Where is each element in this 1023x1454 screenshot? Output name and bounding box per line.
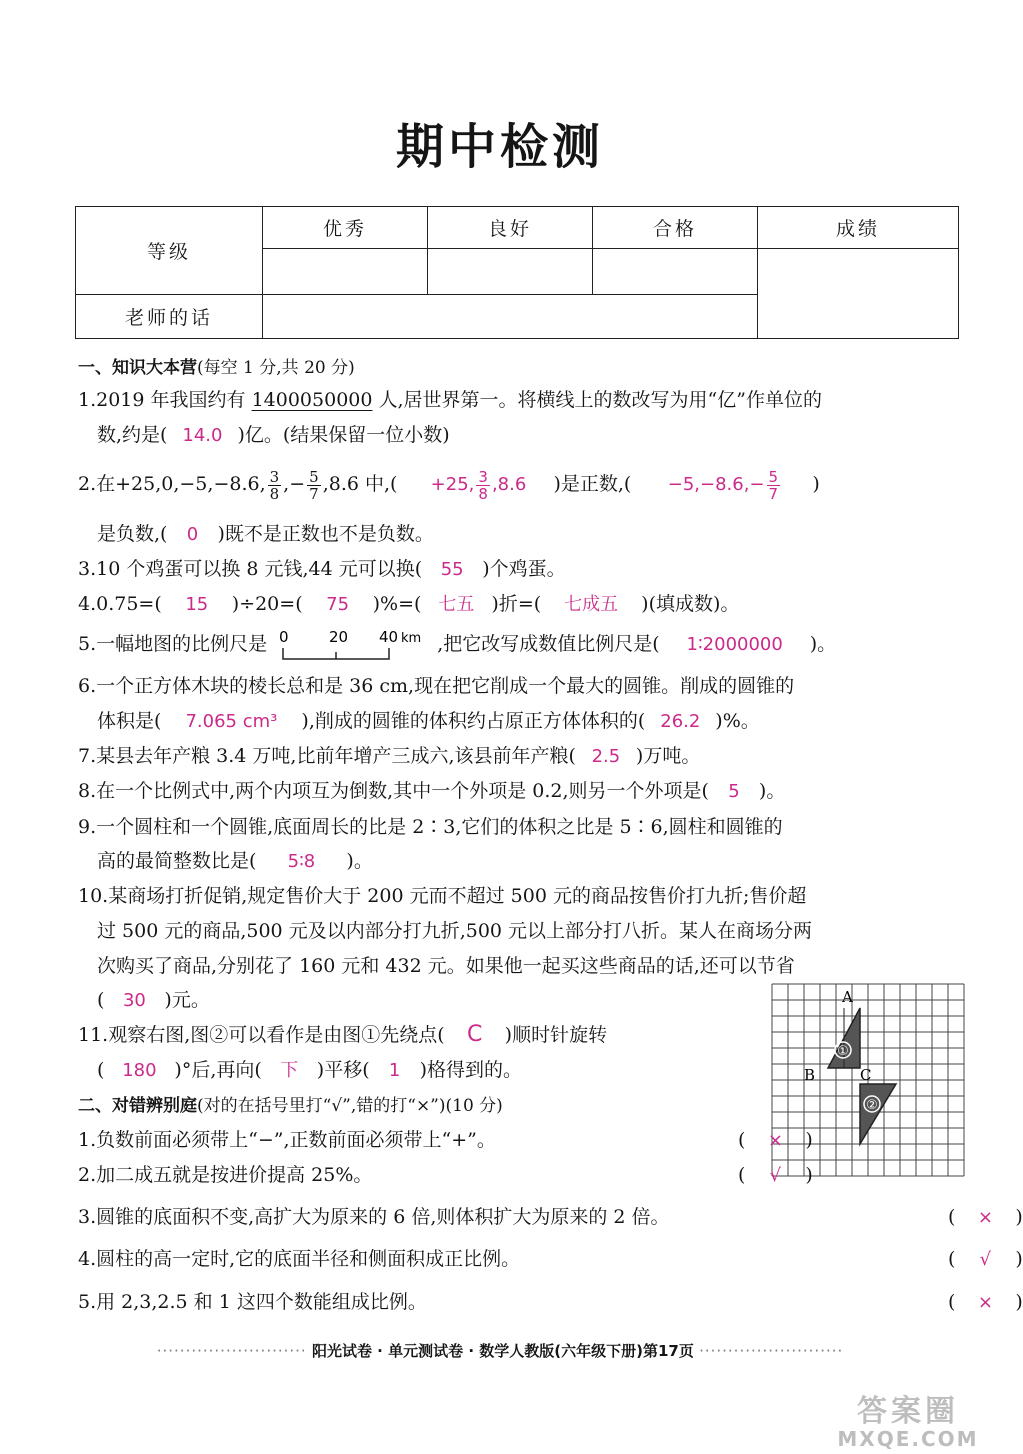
question-10-line3: 次购买了商品,分别花了 160 元和 432 元。如果他一起买这些商品的话,还可以节省 (97, 955, 795, 977)
judge-item-4: 4.圆柱的高一定时,它的底面半径和侧面积成正比例。 ( √ ) (78, 1241, 960, 1277)
question-2-line1: 2.在+25,0,−5,−8.6, $\frac{3}{8}$ ,− $\frac{5}{7}$ ,8.6 中,( +25, $\frac{3}{8}$ ,8.6 )是正数,( −5,−8.6,− $\frac{5}{7}$ ) (78, 467, 820, 503)
shape-1-label: ① (837, 1044, 849, 1059)
judge-item-1: 1.负数前面必须带上“−”,正数前面必须带上“+”。 ( × ) (78, 1122, 740, 1158)
answer-7: 2.5 (591, 746, 621, 767)
score-label: 成绩 (758, 207, 959, 249)
question-11-line2: ( 180 )°后,再向( 下 )平移( 1 )格得到的。 (97, 1052, 750, 1088)
answer-4b: 75 (326, 594, 350, 615)
section2-heading: 二、对错辨别庭(对的在括号里打“√”,错的打“×”)(10 分) (78, 1096, 503, 1116)
answer-2-negative: −5,−8.6,− $\frac{5}{7}$ (667, 467, 779, 503)
grade-pass: 合格 (593, 207, 758, 249)
answer-11d: 1 (388, 1060, 401, 1081)
scale-unit: km (401, 631, 422, 646)
judge-answer-3: ( × ) (948, 1206, 1023, 1228)
grade-good: 良好 (428, 207, 593, 249)
point-c-label: C (860, 1066, 872, 1084)
question-9-line2: 高的最简整数比是( 5∶8 )。 (97, 843, 960, 879)
judge-answer-4: ( √ ) (948, 1248, 1023, 1270)
answer-1: 14.0 (182, 425, 223, 446)
question-10-line2: 过 500 元的商品,500 元及以内部分打九折,500 元以上部分打八折。某人在商场分两 (97, 920, 813, 942)
scale-tick-0: 0 (279, 628, 289, 646)
grade-excellent: 优秀 (263, 207, 428, 249)
section1-heading: 一、知识大本营(每空 1 分,共 20 分) (78, 358, 355, 378)
answer-5: 1∶2000000 (686, 634, 783, 655)
point-b-label: B (804, 1066, 816, 1084)
question-10-line1: 10.某商场打折促销,规定售价大于 200 元而不超过 500 元的商品按售价打九折;售价超 (78, 885, 807, 907)
answer-2-zero: 0 (186, 524, 199, 545)
question-8: 8.在一个比例式中,两个内项互为倒数,其中一个外项是 0.2,则另一个外项是( 5 )。 (78, 773, 960, 809)
judge-answer-1: ( × ) (738, 1129, 813, 1151)
answer-10: 30 (122, 990, 146, 1011)
answer-4a: 15 (185, 594, 209, 615)
answer-11b: 180 (122, 1060, 157, 1081)
question-9-line1: 9.一个圆柱和一个圆锥,底面周长的比是 2∶3,它们的体积之比是 5∶6,圆柱和圆锥的 (78, 816, 783, 838)
grade-pass-cell[interactable] (593, 249, 758, 295)
question-6-line2: 体积是( 7.065 cm³ ),削成的圆锥的体积约占原正方体体积的( 26.2 )%。 (97, 703, 960, 739)
question-4: 4.0.75=( 15 )÷20=( 75 )%=( 七五 )折=( 七成五 )(填成数)。 (78, 586, 960, 622)
answer-3: 55 (440, 559, 464, 580)
question-6-line1: 6.一个正方体木块的棱长总和是 36 cm,现在把它削成一个最大的圆锥。削成的圆锥的 (78, 675, 795, 697)
judge-item-3: 3.圆锥的底面积不变,高扩大为原来的 6 倍,则体积扩大为原来的 2 倍。 ( × ) (78, 1199, 960, 1235)
grade-good-cell[interactable] (428, 249, 593, 295)
answer-4c: 七五 (438, 594, 475, 615)
score-cell[interactable] (758, 249, 959, 339)
question-7: 7.某县去年产粮 3.4 万吨,比前年增产三成六,该县前年产粮( 2.5 )万吨。 (78, 738, 960, 774)
page-footer: ·························· 阳光试卷 · 单元测试卷 · 数学人教版(六年级下册)第17页 ························· (156, 1342, 844, 1360)
scale-tick-40: 40 (379, 628, 399, 646)
answer-8: 5 (728, 781, 740, 802)
answer-6a: 7.065 cm³ (185, 711, 278, 732)
answer-11c: 下 (280, 1060, 299, 1081)
answer-2-positive: +25, $\frac{3}{8}$ ,8.6 (430, 467, 527, 503)
watermark: 答案圈 MXQE.COM (837, 1394, 979, 1451)
question-10-line4: ( 30 )元。 (97, 982, 960, 1018)
shape-2-label: ② (866, 1098, 878, 1113)
grade-table (75, 206, 959, 339)
judge-item-5: 5.用 2,3,2.5 和 1 这四个数能组成比例。 ( × ) (78, 1284, 960, 1320)
teacher-comment-cell[interactable] (263, 295, 758, 339)
judge-item-2: 2.加二成五就是按进价提高 25%。 ( √ ) (78, 1157, 740, 1193)
scale-tick-20: 20 (329, 628, 349, 646)
fraction-3-8: $\frac{3}{8}$ (269, 467, 280, 503)
question-11-line1: 11.观察右图,图②可以看作是由图①先绕点( C )顺时针旋转 (78, 1017, 750, 1053)
page-title: 期中检测 (395, 119, 604, 175)
grade-level-label: 等级 (76, 207, 263, 295)
question-5: 5.一幅地图的比例尺是 0 20 40 km ,把它改写成数值比例尺是( 1∶2000000 )。 (78, 626, 960, 662)
point-a-label: A (842, 988, 853, 1006)
answer-11a: C (466, 1022, 483, 1047)
judge-answer-2: ( √ ) (738, 1164, 813, 1186)
question-3: 3.10 个鸡蛋可以换 8 元钱,44 元可以换( 55 )个鸡蛋。 (78, 551, 960, 587)
question-1-line2: 数,约是( 14.0 )亿。(结果保留一位小数) (97, 417, 960, 453)
question-1-line1: 1.2019 年我国约有 1400050000 人,居世界第一。将横线上的数改写为用“亿”作单位的 (78, 389, 822, 411)
answer-4d: 七成五 (564, 594, 619, 615)
fraction-5-7: $\frac{5}{7}$ (309, 467, 319, 503)
map-scale-bar (277, 628, 427, 662)
underlined-number: 1400050000 (251, 389, 373, 411)
answer-6b: 26.2 (660, 711, 701, 732)
question-2-line2: 是负数,( 0 )既不是正数也不是负数。 (97, 516, 960, 552)
grade-excellent-cell[interactable] (263, 249, 428, 295)
judge-answer-5: ( × ) (948, 1291, 1023, 1313)
teacher-comment-label: 老师的话 (76, 295, 263, 339)
answer-9: 5∶8 (287, 851, 316, 872)
